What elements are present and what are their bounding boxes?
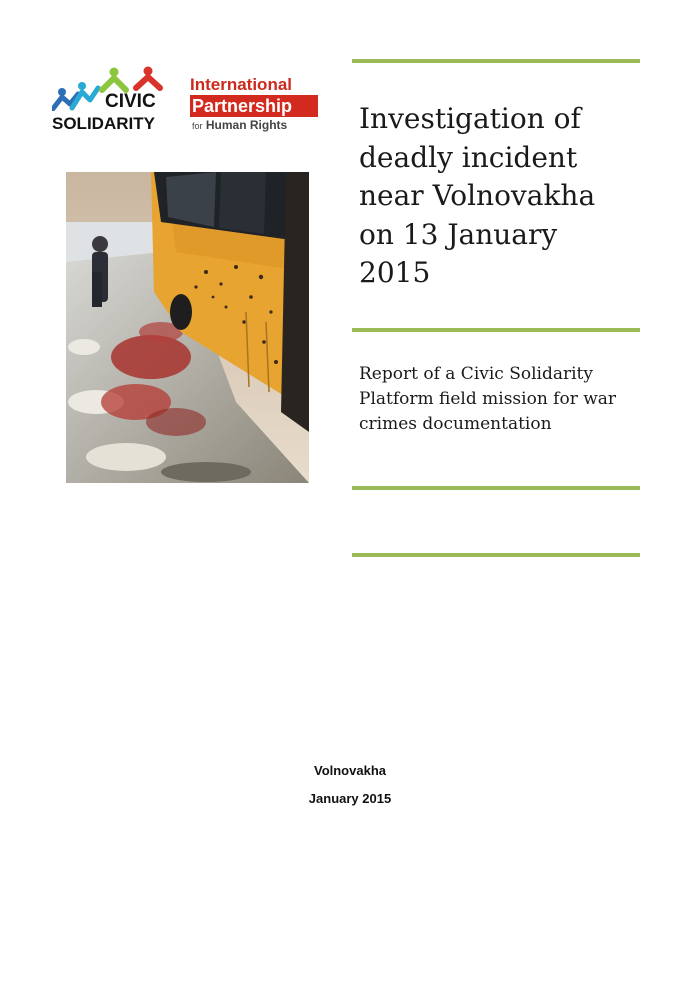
- report-subtitle: Report of a Civic Solidarity Platform field mission for war crimes documentation: [359, 364, 617, 434]
- green-rule-top: [352, 59, 640, 63]
- iphr-logo-for: for: [192, 121, 203, 131]
- bus-photo: [66, 172, 309, 483]
- civic-solidarity-logo: [52, 66, 172, 136]
- report-title: Investigation of deadly incident near Volnovakha on 13 January 2015: [359, 102, 596, 289]
- civic-logo-line1: CIVIC: [105, 91, 156, 112]
- iphr-logo-human-rights: Human Rights: [205, 118, 288, 132]
- civic-logo-line2: SOLIDARITY: [52, 114, 155, 133]
- green-rule-after-title: [352, 328, 640, 332]
- iphr-logo: [190, 75, 320, 135]
- iphr-logo-line1: International: [190, 75, 293, 94]
- green-rule-after-subtitle: [352, 486, 640, 490]
- report-place: Volnovakha: [313, 763, 386, 778]
- iphr-logo-line3: [192, 118, 287, 132]
- iphr-logo-banner: [190, 95, 318, 117]
- iphr-logo-line2: Partnership: [192, 96, 293, 116]
- green-rule-bottom: [352, 553, 640, 557]
- report-date: January 2015: [308, 791, 392, 806]
